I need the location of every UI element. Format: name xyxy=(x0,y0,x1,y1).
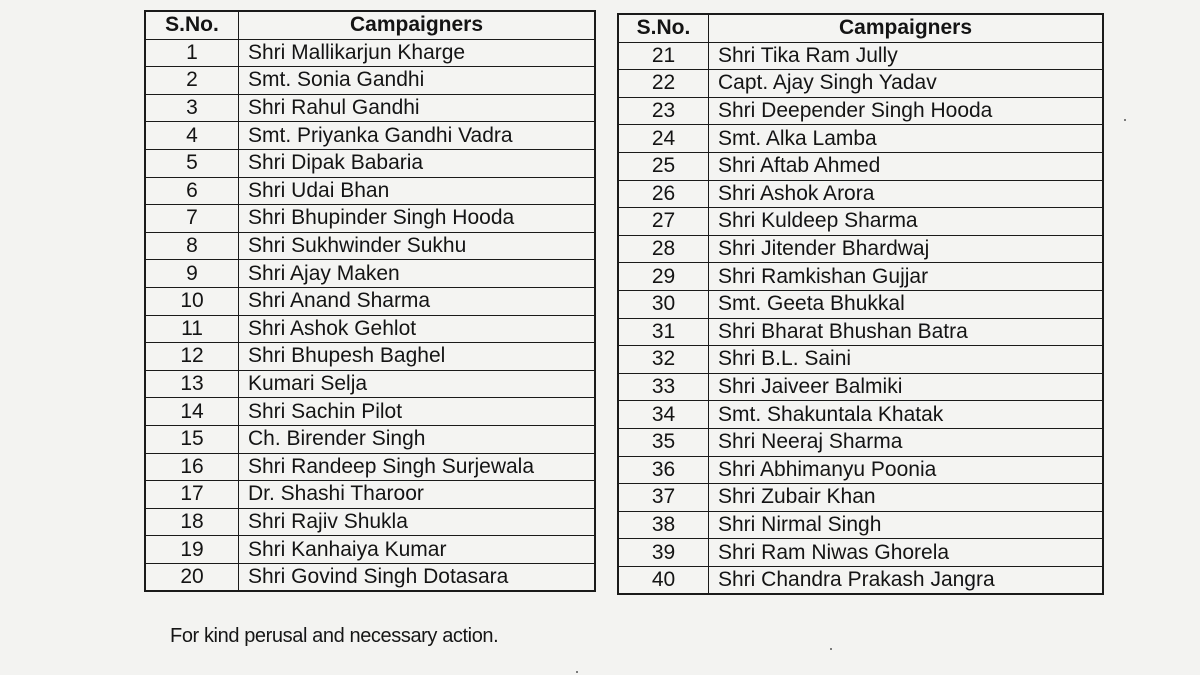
serial-number-cell: 30 xyxy=(618,290,709,318)
campaigner-name-cell: Shri Chandra Prakash Jangra xyxy=(709,566,1104,594)
table-row xyxy=(145,425,595,453)
table-row xyxy=(145,260,595,288)
serial-number-cell: 40 xyxy=(618,566,709,594)
table-row xyxy=(145,67,595,95)
scan-speck xyxy=(830,648,832,650)
table-body xyxy=(145,39,595,591)
table-body xyxy=(618,42,1103,594)
column-header-campaigners: Campaigners xyxy=(239,11,596,39)
serial-number-cell: 19 xyxy=(145,536,239,564)
column-header-sno: S.No. xyxy=(618,14,709,42)
serial-number-cell: 5 xyxy=(145,149,239,177)
campaigner-name-cell: Shri Randeep Singh Surjewala xyxy=(239,453,596,481)
serial-number-cell: 37 xyxy=(618,484,709,512)
campaigner-name-cell: Shri Tika Ram Jully xyxy=(709,42,1104,70)
campaigner-name-cell: Shri Bhupinder Singh Hooda xyxy=(239,205,596,233)
table-row xyxy=(618,70,1103,98)
serial-number-cell: 8 xyxy=(145,232,239,260)
campaigner-name-cell: Shri Sachin Pilot xyxy=(239,398,596,426)
campaigner-name-cell: Smt. Sonia Gandhi xyxy=(239,67,596,95)
serial-number-cell: 17 xyxy=(145,481,239,509)
table-row xyxy=(145,177,595,205)
serial-number-cell: 33 xyxy=(618,373,709,401)
serial-number-cell: 2 xyxy=(145,67,239,95)
serial-number-cell: 15 xyxy=(145,425,239,453)
campaigner-name-cell: Shri Neeraj Sharma xyxy=(709,428,1104,456)
serial-number-cell: 24 xyxy=(618,125,709,153)
serial-number-cell: 20 xyxy=(145,563,239,591)
campaigner-name-cell: Shri Ashok Gehlot xyxy=(239,315,596,343)
table-row xyxy=(618,235,1103,263)
campaigner-name-cell: Smt. Geeta Bhukkal xyxy=(709,290,1104,318)
table-row xyxy=(145,315,595,343)
campaigners-table-right xyxy=(617,13,1104,595)
serial-number-cell: 4 xyxy=(145,122,239,150)
serial-number-cell: 14 xyxy=(145,398,239,426)
table-row xyxy=(618,511,1103,539)
table-row xyxy=(145,94,595,122)
table-row xyxy=(618,125,1103,153)
campaigner-name-cell: Dr. Shashi Tharoor xyxy=(239,481,596,509)
table-row xyxy=(618,373,1103,401)
scan-speck xyxy=(576,671,578,673)
table-row xyxy=(618,180,1103,208)
table-row xyxy=(618,401,1103,429)
serial-number-cell: 36 xyxy=(618,456,709,484)
campaigner-name-cell: Shri Abhimanyu Poonia xyxy=(709,456,1104,484)
serial-number-cell: 31 xyxy=(618,318,709,346)
campaigner-name-cell: Shri B.L. Saini xyxy=(709,346,1104,374)
table-row xyxy=(618,428,1103,456)
column-header-sno: S.No. xyxy=(145,11,239,39)
serial-number-cell: 23 xyxy=(618,97,709,125)
table-row xyxy=(145,205,595,233)
table-row xyxy=(618,346,1103,374)
table-row xyxy=(618,484,1103,512)
table-row xyxy=(145,122,595,150)
table-row xyxy=(618,263,1103,291)
table-row xyxy=(618,456,1103,484)
serial-number-cell: 21 xyxy=(618,42,709,70)
campaigner-name-cell: Smt. Priyanka Gandhi Vadra xyxy=(239,122,596,150)
column-header-campaigners: Campaigners xyxy=(709,14,1104,42)
serial-number-cell: 6 xyxy=(145,177,239,205)
campaigner-name-cell: Shri Kuldeep Sharma xyxy=(709,208,1104,236)
campaigner-name-cell: Shri Ramkishan Gujjar xyxy=(709,263,1104,291)
serial-number-cell: 34 xyxy=(618,401,709,429)
campaigner-name-cell: Shri Udai Bhan xyxy=(239,177,596,205)
table-row xyxy=(145,453,595,481)
campaigner-name-cell: Shri Rajiv Shukla xyxy=(239,508,596,536)
serial-number-cell: 26 xyxy=(618,180,709,208)
campaigner-name-cell: Shri Deepender Singh Hooda xyxy=(709,97,1104,125)
table-row xyxy=(145,149,595,177)
table-row xyxy=(145,563,595,591)
table-row xyxy=(145,508,595,536)
serial-number-cell: 39 xyxy=(618,539,709,567)
campaigner-name-cell: Shri Nirmal Singh xyxy=(709,511,1104,539)
campaigner-name-cell: Capt. Ajay Singh Yadav xyxy=(709,70,1104,98)
serial-number-cell: 28 xyxy=(618,235,709,263)
serial-number-cell: 38 xyxy=(618,511,709,539)
serial-number-cell: 32 xyxy=(618,346,709,374)
campaigner-name-cell: Shri Govind Singh Dotasara xyxy=(239,563,596,591)
table-row xyxy=(618,566,1103,594)
table-row xyxy=(145,370,595,398)
serial-number-cell: 7 xyxy=(145,205,239,233)
table-row xyxy=(618,318,1103,346)
serial-number-cell: 27 xyxy=(618,208,709,236)
table-row xyxy=(145,398,595,426)
campaigner-name-cell: Smt. Alka Lamba xyxy=(709,125,1104,153)
table-row xyxy=(618,42,1103,70)
campaigner-name-cell: Shri Bhupesh Baghel xyxy=(239,343,596,371)
serial-number-cell: 35 xyxy=(618,428,709,456)
serial-number-cell: 9 xyxy=(145,260,239,288)
footer-note: For kind perusal and necessary action. xyxy=(170,625,499,647)
table-row xyxy=(618,152,1103,180)
serial-number-cell: 13 xyxy=(145,370,239,398)
serial-number-cell: 18 xyxy=(145,508,239,536)
campaigner-name-cell: Shri Mallikarjun Kharge xyxy=(239,39,596,67)
table-row xyxy=(618,97,1103,125)
campaigner-name-cell: Smt. Shakuntala Khatak xyxy=(709,401,1104,429)
table-row xyxy=(618,208,1103,236)
campaigner-name-cell: Shri Aftab Ahmed xyxy=(709,152,1104,180)
table-row xyxy=(145,232,595,260)
table-header-row xyxy=(618,14,1103,42)
serial-number-cell: 12 xyxy=(145,343,239,371)
serial-number-cell: 29 xyxy=(618,263,709,291)
table-header-row xyxy=(145,11,595,39)
campaigners-table-left xyxy=(144,10,596,592)
serial-number-cell: 1 xyxy=(145,39,239,67)
serial-number-cell: 22 xyxy=(618,70,709,98)
campaigner-name-cell: Shri Jaiveer Balmiki xyxy=(709,373,1104,401)
scan-speck xyxy=(1124,119,1126,121)
campaigner-name-cell: Kumari Selja xyxy=(239,370,596,398)
campaigner-name-cell: Shri Ajay Maken xyxy=(239,260,596,288)
campaigner-name-cell: Shri Bharat Bhushan Batra xyxy=(709,318,1104,346)
campaigner-name-cell: Shri Anand Sharma xyxy=(239,287,596,315)
campaigner-name-cell: Shri Jitender Bhardwaj xyxy=(709,235,1104,263)
campaigner-name-cell: Shri Dipak Babaria xyxy=(239,149,596,177)
table-row xyxy=(618,539,1103,567)
serial-number-cell: 25 xyxy=(618,152,709,180)
campaigner-name-cell: Ch. Birender Singh xyxy=(239,425,596,453)
table-row xyxy=(145,287,595,315)
table-row xyxy=(145,481,595,509)
campaigner-name-cell: Shri Rahul Gandhi xyxy=(239,94,596,122)
table-row xyxy=(145,39,595,67)
campaigner-name-cell: Shri Sukhwinder Sukhu xyxy=(239,232,596,260)
campaigner-name-cell: Shri Ashok Arora xyxy=(709,180,1104,208)
campaigner-name-cell: Shri Ram Niwas Ghorela xyxy=(709,539,1104,567)
campaigner-name-cell: Shri Zubair Khan xyxy=(709,484,1104,512)
table-row xyxy=(145,536,595,564)
table-row xyxy=(145,343,595,371)
campaigner-name-cell: Shri Kanhaiya Kumar xyxy=(239,536,596,564)
serial-number-cell: 16 xyxy=(145,453,239,481)
table-row xyxy=(618,290,1103,318)
serial-number-cell: 3 xyxy=(145,94,239,122)
serial-number-cell: 10 xyxy=(145,287,239,315)
serial-number-cell: 11 xyxy=(145,315,239,343)
